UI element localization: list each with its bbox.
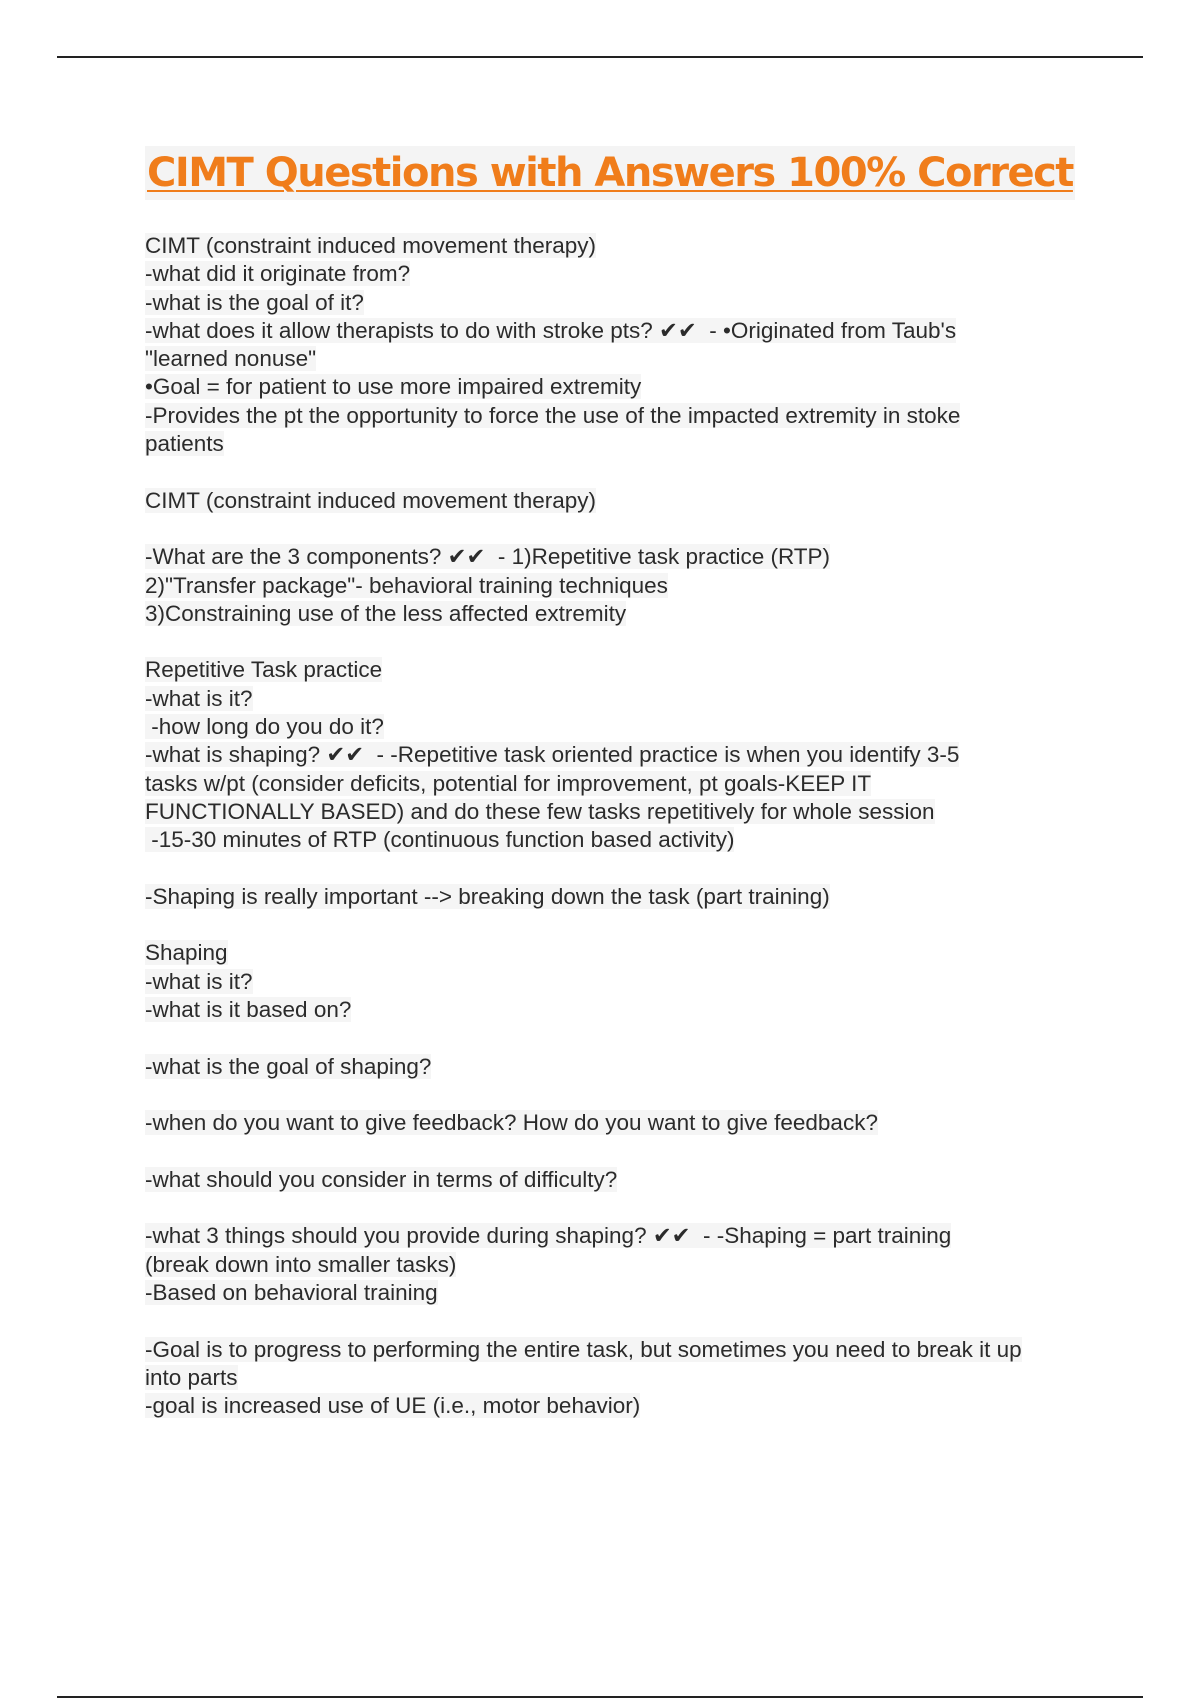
text-line-content: -15-30 minutes of RTP (continuous function based activity) <box>145 827 735 853</box>
text-line <box>145 741 1095 769</box>
text-line <box>145 939 1095 967</box>
blank-line <box>145 1138 1095 1166</box>
text-line <box>145 260 1095 288</box>
text-line <box>145 430 1095 458</box>
blank-line <box>145 911 1095 939</box>
text-line <box>145 1251 1095 1279</box>
text-line-content: CIMT (constraint induced movement therapy) <box>145 233 597 258</box>
text-line <box>145 1279 1095 1307</box>
text-line-content: -what should you consider in terms of difficulty? <box>145 1166 618 1192</box>
text-line-content: -Goal is to progress to performing the entire task, but sometimes you need to break it up <box>145 1336 1022 1362</box>
text-line-content: -how long do you do it? <box>145 714 384 740</box>
text-line-content: -what did it originate from? <box>145 261 411 287</box>
blank-line <box>145 855 1095 883</box>
text-line <box>145 826 1095 854</box>
text-line <box>145 656 1095 684</box>
text-line <box>145 1109 1095 1137</box>
text-line-content: Repetitive Task practice <box>145 657 383 683</box>
text-line-content: -Provides the pt the opportunity to force the use of the impacted extremity in stoke <box>145 402 961 428</box>
text-line-content: -when do you want to give feedback? How do you want to give feedback? <box>145 1110 878 1136</box>
text-line-content: •Goal = for patient to use more impaired extremity <box>145 374 642 400</box>
text-line-content: 3)Constraining use of the less affected extremity <box>145 600 627 626</box>
text-line-content: "learned nonuse" <box>145 346 317 372</box>
blank-line <box>145 1081 1095 1109</box>
text-line-content: (break down into smaller tasks) <box>145 1251 457 1277</box>
text-line-content: -goal is increased use of UE (i.e., motor behavior) <box>145 1393 641 1419</box>
text-line <box>145 289 1095 317</box>
text-line-content: -what is it? <box>145 968 253 994</box>
text-line-content: -what is it? <box>145 685 253 711</box>
text-line <box>145 685 1095 713</box>
text-line <box>145 1336 1095 1364</box>
text-line-content: -What are the 3 components? ✔✔ - 1)Repetitive task practice (RTP) <box>145 544 831 570</box>
text-line <box>145 883 1095 911</box>
text-line <box>145 1392 1095 1420</box>
text-line <box>145 798 1095 826</box>
top-rule <box>57 56 1143 58</box>
text-line <box>145 1222 1095 1250</box>
document-body <box>145 146 1095 1420</box>
text-line-content: CIMT (constraint induced movement therapy) <box>145 487 597 513</box>
text-line <box>145 770 1095 798</box>
text-line <box>145 1166 1095 1194</box>
blank-line <box>145 1194 1095 1222</box>
text-line <box>145 317 1095 345</box>
text-line <box>145 600 1095 628</box>
text-line-content: patients <box>145 431 224 457</box>
text-line <box>145 487 1095 515</box>
text-line-content: tasks w/pt (consider deficits, potential for improvement, pt goals-KEEP IT <box>145 770 872 796</box>
text-line-content: -what is the goal of it? <box>145 289 364 315</box>
text-line-content: -what does it allow therapists to do with stroke pts? ✔✔ - •Originated from Taub's <box>145 317 957 343</box>
blank-line <box>145 515 1095 543</box>
text-line-content: FUNCTIONALLY BASED) and do these few tasks repetitively for whole session <box>145 798 935 824</box>
bottom-rule <box>57 1696 1143 1698</box>
text-line-content: into parts <box>145 1364 238 1390</box>
text-line-content: -what is the goal of shaping? <box>145 1053 432 1079</box>
text-line-content: -Based on behavioral training <box>145 1279 438 1305</box>
text-line <box>145 1053 1095 1081</box>
document-title: CIMT Questions with Answers 100% Correct <box>145 146 1075 200</box>
blank-line <box>145 458 1095 486</box>
blank-line <box>145 1307 1095 1335</box>
text-line <box>145 572 1095 600</box>
text-line <box>145 232 1095 260</box>
text-line <box>145 373 1095 401</box>
document-text <box>145 232 1095 1420</box>
text-line <box>145 996 1095 1024</box>
text-line-content: 2)"Transfer package"- behavioral training techniques <box>145 572 668 598</box>
text-line <box>145 1364 1095 1392</box>
text-line <box>145 543 1095 571</box>
text-line-content: -what is shaping? ✔✔ - -Repetitive task oriented practice is when you identify 3-5 <box>145 742 960 768</box>
blank-line <box>145 1024 1095 1052</box>
text-line-content: -what is it based on? <box>145 997 352 1023</box>
text-line-content: -Shaping is really important --> breaking down the task (part training) <box>145 883 830 909</box>
text-line <box>145 345 1095 373</box>
text-line <box>145 713 1095 741</box>
text-line <box>145 968 1095 996</box>
blank-line <box>145 628 1095 656</box>
text-line <box>145 402 1095 430</box>
text-line-content: Shaping <box>145 940 228 966</box>
text-line-content: -what 3 things should you provide during shaping? ✔✔ - -Shaping = part training <box>145 1223 952 1249</box>
